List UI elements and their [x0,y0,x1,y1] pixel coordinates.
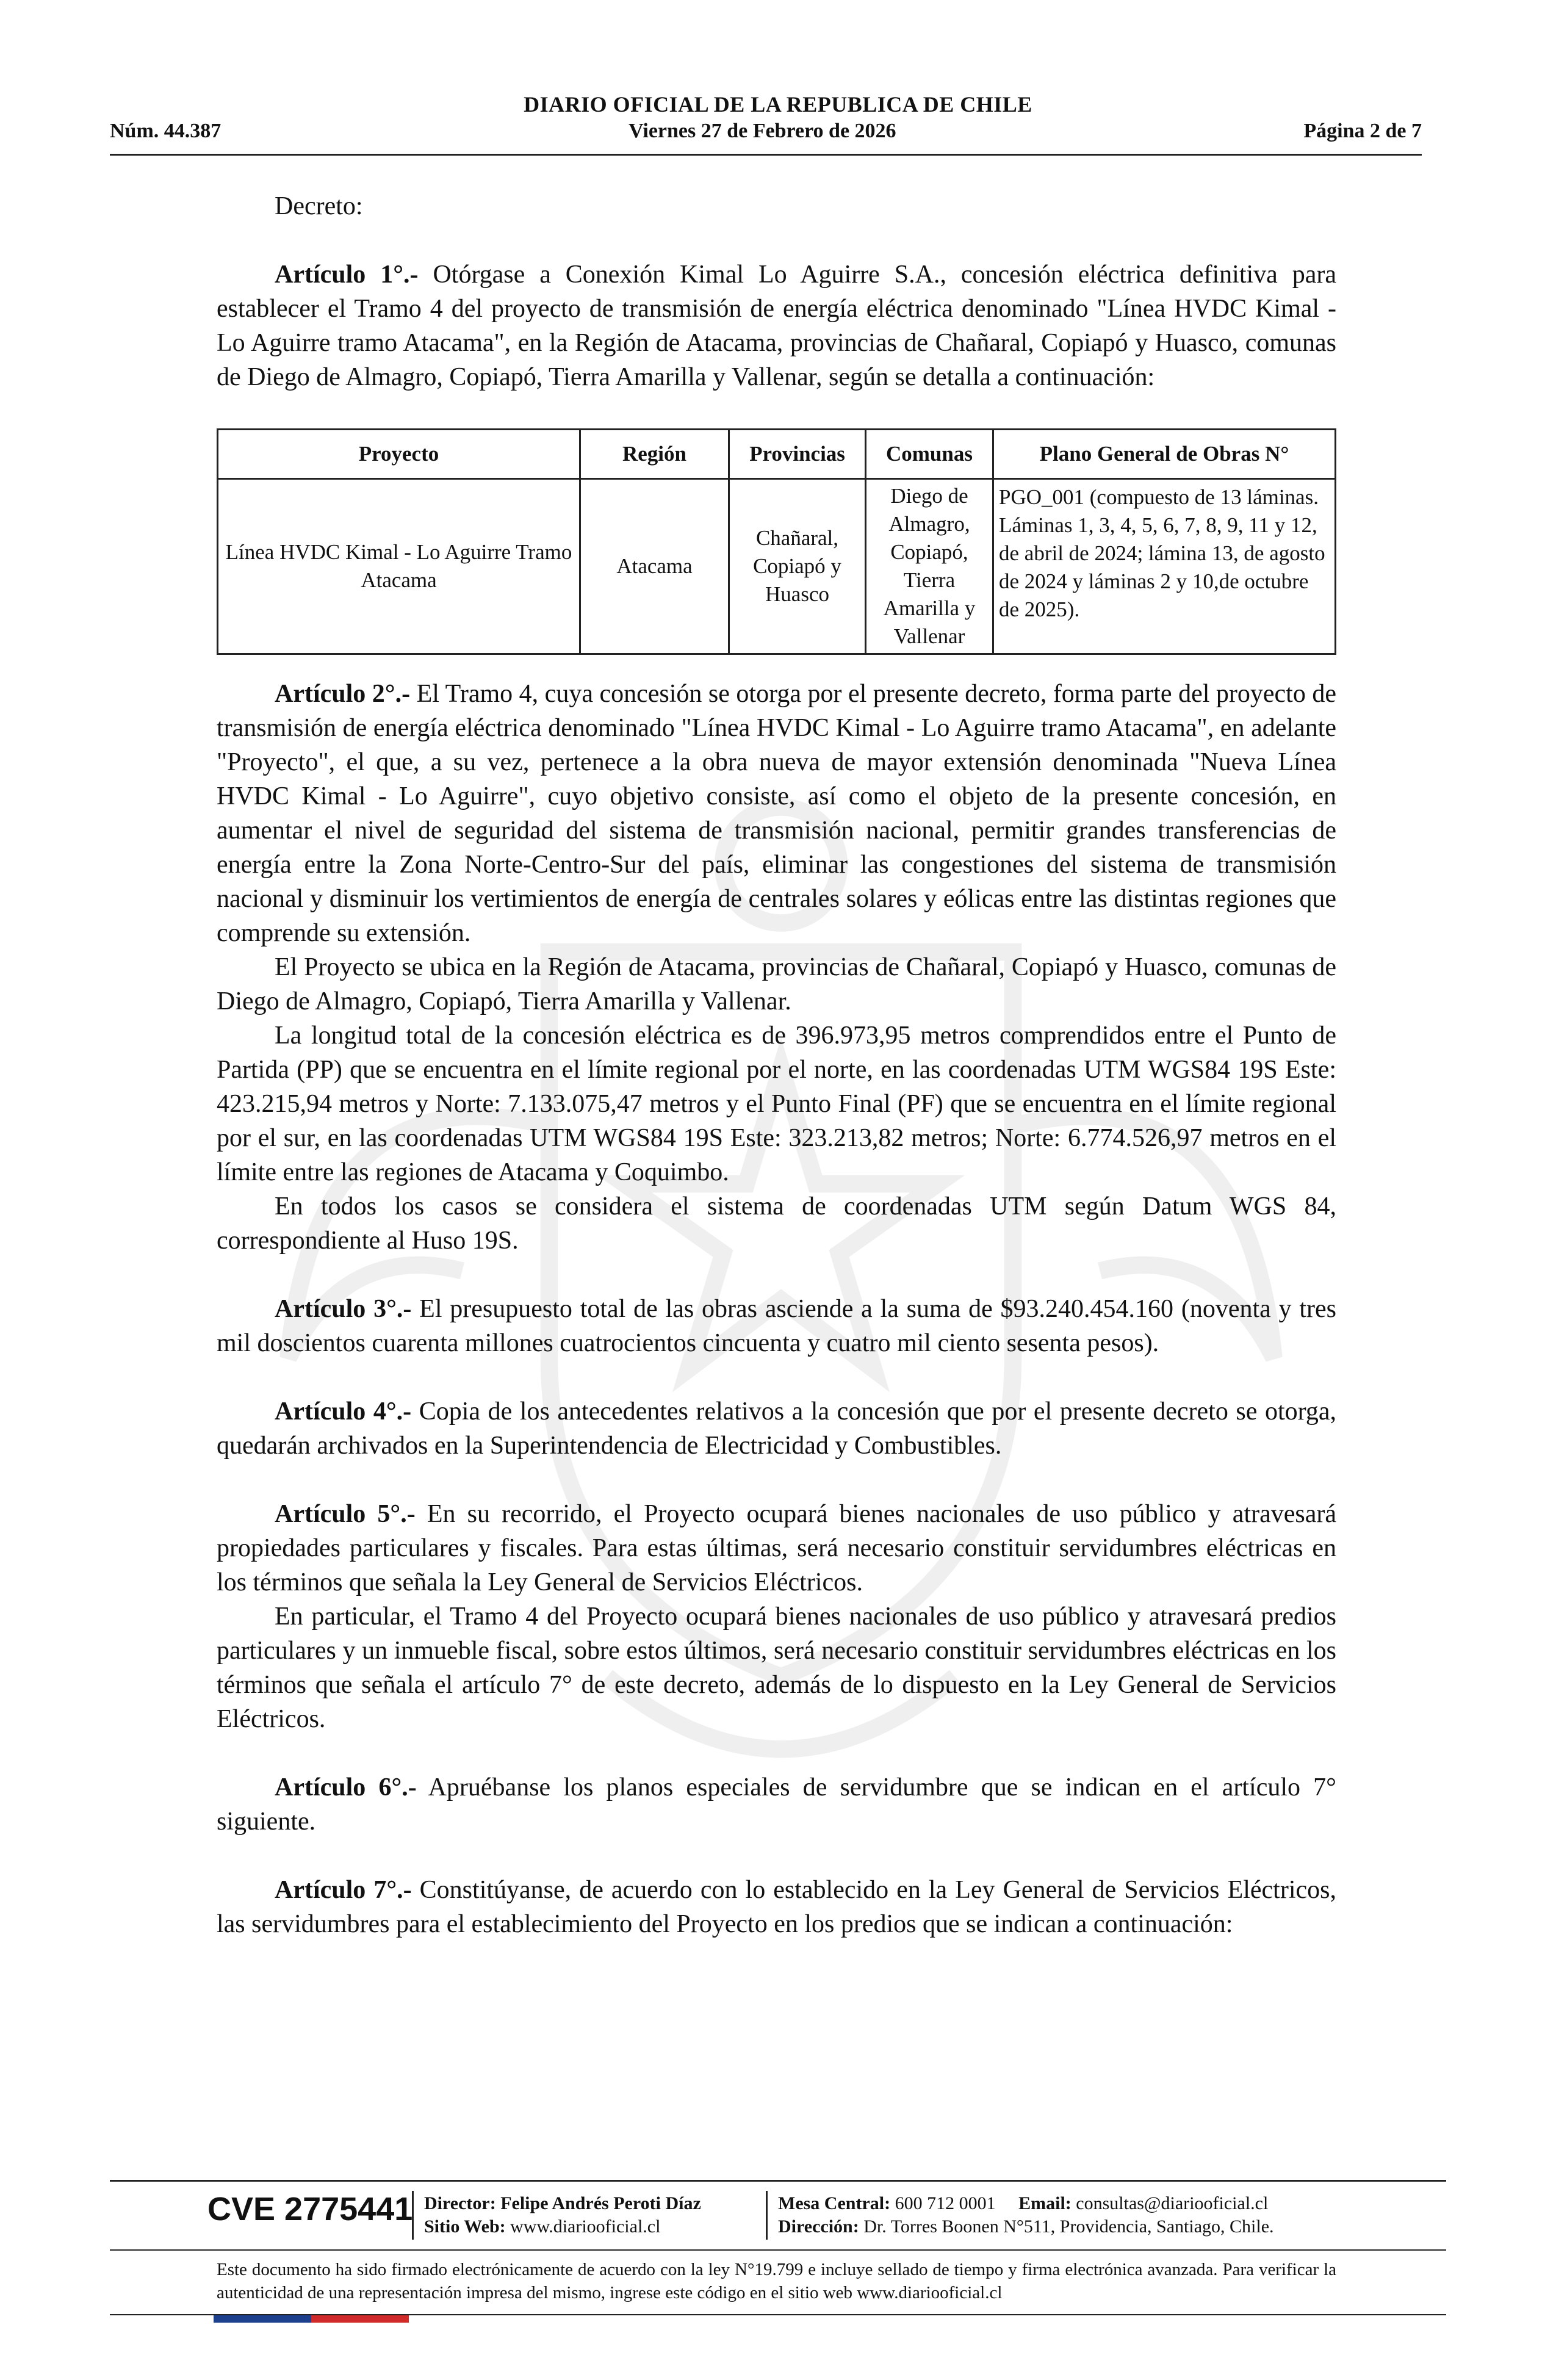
signature-note: Este documento ha sido firmado electrónicamente de acuerdo con la ley N°19.799 e incluye sellado de tiempo y firma electrónica avanzada. Para verificar la autenticidad de una representación impresa del mismo, ingrese este código en el sitio web www.diariooficial.cl [217,2260,1336,2302]
article-2-paragraph-2: El Proyecto se ubica en la Región de Atacama, provincias de Chañaral, Copiapó y Huasco, comunas de Diego de Almagro, Copiapó, Tierra Amarilla y Vallenar. [217,953,1336,1015]
footer-separator [412,2191,414,2240]
footer-divider-top [110,2180,1446,2182]
website-label: Sitio Web: [424,2216,506,2237]
article-2-label: Artículo 2°.- [275,680,411,708]
article-6-label: Artículo 6°.- [275,1773,417,1801]
mesa-phone: 600 712 0001 [895,2193,996,2213]
address-text: Dr. Torres Boonen N°511, Providencia, Santiago, Chile. [863,2216,1274,2237]
header-row [110,120,1422,143]
cell-plano: PGO_001 (compuesto de 13 láminas. Láminas 1, 3, 4, 5, 6, 7, 8, 9, 11 y 12, de abril de 2024; lámina 13, de agosto de 2024 y láminas 2 y 10,de octubre de 2025). [993,479,1336,654]
table-header-region: Región [580,430,729,479]
cell-comunas: Diego de Almagro, Copiapó, Tierra Amarilla y Vallenar [866,479,993,654]
cell-provincias: Chañaral, Copiapó y Huasco [729,479,866,654]
article-1 [217,258,1336,394]
footer-director-block [424,2192,701,2238]
article-7 [217,1873,1336,1941]
email-label: Email: [1018,2193,1072,2213]
article-4 [217,1394,1336,1463]
article-2-paragraph-3: La longitud total de la concesión eléctrica es de 396.973,95 metros comprendidos entre el Punto de Partida (PP) que se encuentra en el límite regional por el norte, en las coordenadas UTM WGS84 19S Este: 423.215,94 metros y Norte: 7.133.075,47 metros y el Punto Final (PF) que se encuentra en el límite regional por el sur, en las coordenadas UTM WGS84 19S Este: 323.213,82 metros; Norte: 6.774.526,97 metros en el límite entre las regiones de Atacama y Coquimbo. [217,1022,1336,1186]
footer-contact-block [778,2192,1274,2238]
mesa-label: Mesa Central: [778,2193,891,2213]
page-number: Página 2 de 7 [1303,120,1422,142]
article-3 [217,1292,1336,1360]
article-3-text: El presupuesto total de las obras asciende a la suma de $93.240.454.160 (noventa y tres mil doscientos cuarenta millones cuatrocientos cincuenta y cuatro mil ciento sesenta pesos). [217,1295,1336,1357]
article-7-text: Constitúyanse, de acuerdo con lo establecido en la Ley General de Servicios Eléctricos, las servidumbres para el establecimiento del Proyecto en los predios que se indican a continuación: [217,1876,1336,1938]
article-5 [217,1497,1336,1599]
footer-divider-mid [110,2249,1446,2251]
table-row [218,479,1336,654]
table-header-row [218,430,1336,479]
issue-number: Núm. 44.387 [110,120,222,142]
article-6-text: Apruébanse los planos especiales de servidumbre que se indican en el artículo 7° siguiente. [217,1773,1336,1836]
cell-proyecto: Línea HVDC Kimal - Lo Aguirre Tramo Atacama [218,479,580,654]
article-2 [217,677,1336,950]
cve-code: CVE 2775441 [207,2191,413,2227]
document-body [217,189,1336,1941]
article-2-text: El Tramo 4, cuya concesión se otorga por el presente decreto, forma parte del proyecto de transmisión de energía eléctrica denominado "Línea HVDC Kimal - Lo Aguirre tramo Atacama", en adelante "Proyecto", el que, a su vez, pertenece a la obra nueva de mayor extensión denominada "Nueva Línea HVDC Kimal - Lo Aguirre", cuyo objetivo consiste, así como el objeto de la presente concesión, en aumentar el nivel de seguridad del sistema de transmisión nacional, permitir grandes transferencias de energía entre la Zona Norte-Centro-Sur del país, eliminar las congestiones del sistema de transmisión nacional y disminuir los vertimientos de energía de centrales solares y eólicas entre las distintas regiones que comprende su extensión. [217,680,1336,947]
article-5-text: En su recorrido, el Proyecto ocupará bienes nacionales de uso público y atravesará propiedades particulares y fiscales. Para estas últimas, será necesario constituir servidumbres eléctricas en los términos que señala la Ley General de Servicios Eléctricos. [217,1500,1336,1596]
table-header-provincias: Provincias [729,430,866,479]
article-4-text: Copia de los antecedentes relativos a la concesión que por el presente decreto se otorga, quedarán archivados en la Superintendencia de Electricidad y Combustibles. [217,1397,1336,1460]
email-link[interactable]: consultas@diariooficial.cl [1076,2193,1269,2213]
article-3-label: Artículo 3°.- [275,1295,412,1323]
article-2-paragraph-4: En todos los casos se considera el sistema de coordenadas UTM según Datum WGS 84, correspondiente al Huso 19S. [217,1192,1336,1255]
table-header-plano: Plano General de Obras N° [993,430,1336,479]
article-7-label: Artículo 7°.- [275,1876,412,1904]
article-5-label: Artículo 5°.- [275,1500,416,1528]
article-1-label: Artículo 1°.- [275,261,419,289]
director-label: Director: [424,2193,496,2213]
table-header-proyecto: Proyecto [218,430,580,479]
concession-table [217,428,1336,655]
article-1-text: Otórgase a Conexión Kimal Lo Aguirre S.A., concesión eléctrica definitiva para establecer el Tramo 4 del proyecto de transmisión de energía eléctrica denominado "Línea HVDC Kimal - Lo Aguirre tramo Atacama", en la Región de Atacama, provincias de Chañaral, Copiapó y Huasco, comunas de Diego de Almagro, Copiapó, Tierra Amarilla y Vallenar, según se detalla a continuación: [217,261,1336,391]
issue-date: Viernes 27 de Febrero de 2026 [629,120,896,142]
director-name: Felipe Andrés Peroti Díaz [500,2193,701,2213]
website-link[interactable]: www.diariooficial.cl [510,2216,661,2237]
header-divider [110,154,1422,156]
address-label: Dirección: [778,2216,859,2237]
cell-region: Atacama [580,479,729,654]
footer-separator [766,2191,768,2240]
decreto-heading: Decreto: [275,192,363,220]
article-4-label: Artículo 4°.- [275,1397,412,1426]
flag-stripe-red [311,2315,409,2323]
flag-stripe-blue [214,2315,311,2323]
table-header-comunas: Comunas [866,430,993,479]
newspaper-title: DIARIO OFICIAL DE LA REPUBLICA DE CHILE [524,92,1032,117]
article-5-paragraph-2: En particular, el Tramo 4 del Proyecto ocupará bienes nacionales de uso público y atravesará predios particulares y un inmueble fiscal, sobre estos últimos, será necesario constituir servidumbres eléctricas en los términos que señala el artículo 7° de este decreto, además de lo dispuesto en la Ley General de Servicios Eléctricos. [217,1603,1336,1733]
article-6 [217,1770,1336,1839]
